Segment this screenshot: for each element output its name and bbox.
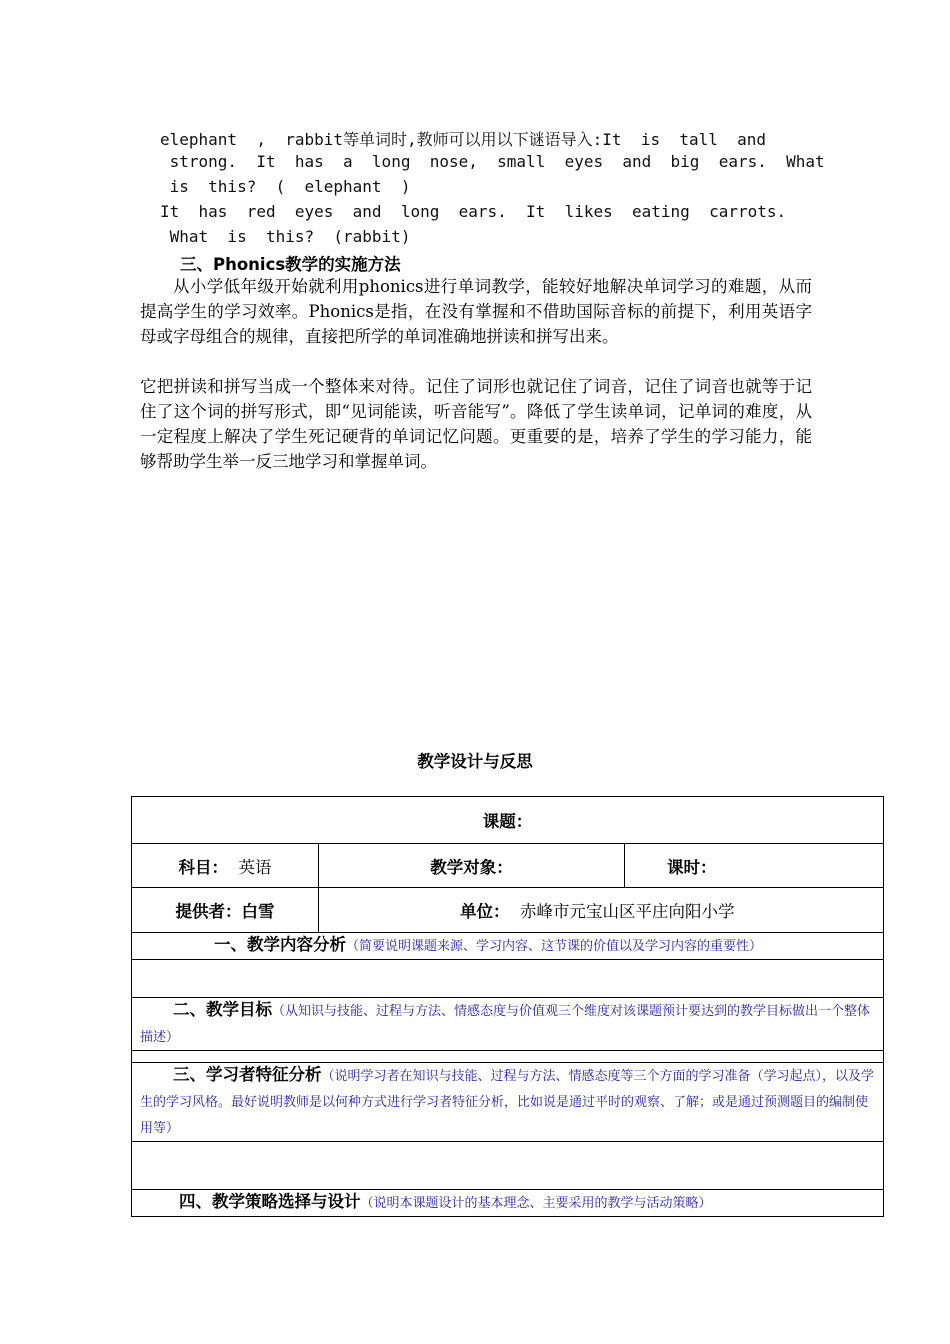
section-2-title: 二、教学目标 [173,1000,272,1019]
unit-cell [319,888,884,933]
hours-cell [625,844,884,888]
section-4-note: （说明本课题设计的基本理念、主要采用的教学与活动策略） [360,1196,712,1211]
audience-label: 教学对象： [430,857,513,877]
section-paragraph-2: 它把拼读和拼写当成一个整体来对待。记住了词形也就记住了词音，记住了词音也就等于记住了这个词的拼写形式，即“见词能读，听音能写”。降低了学生读单词，记单词的难度，从一定程度上解决了学生死记硬背的单词记忆问题。更重要的是，培养了学生的学习能力，能够帮助学生举一反三地学习和掌握单词。 [140,377,812,471]
section-3-title: 三、学习者特征分析 [173,1065,322,1084]
design-table [131,796,884,1217]
hours-label: 课时： [667,857,717,877]
section-2-content[interactable] [132,1051,884,1063]
subject-cell [132,844,319,888]
intro-line-4: It has red eyes and long ears. It likes eating carrots. [160,202,787,221]
section-2-cell [132,998,884,1051]
intro-line-1: elephant , rabbit等单词时,教师可以用以下谜语导入:It is tall and [160,130,767,149]
section-4-cell [132,1190,884,1217]
table-title: 教学设计与反思 [417,752,533,771]
topic-cell [132,797,884,844]
intro-line-2: strong. It has a long nose, small eyes and big ears. What [160,152,825,171]
audience-cell [319,844,625,888]
section-3-note: （说明学习者在知识与技能、过程与方法、情感态度等三个方面的学习准备（学习起点），以及学生的学习风格。最好说明教师是以何种方式进行学习者特征分析，比如说是通过平时的观察、了解；或是通过预测题目的编制使用等） [140,1069,875,1136]
section-1-title: 一、教学内容分析 [214,935,346,954]
section-3-cell [132,1063,884,1142]
section-1-cell [132,933,884,960]
section-heading: 三、Phonics教学的实施方法 [180,255,401,274]
section-2-note: （从知识与技能、过程与方法、情感态度与价值观三个维度对该课题预计要达到的教学目标做出一个整体描述） [140,1004,871,1045]
section-1-note: （简要说明课题来源、学习内容、这节课的价值以及学习内容的重要性） [346,939,763,954]
unit-value: 赤峰市元宝山区平庄向阳小学 [520,902,735,921]
provider-cell [132,888,319,933]
section-3-content[interactable] [132,1142,884,1190]
provider-value: 白雪 [241,902,275,921]
intro-line-5: What is this? (rabbit) [160,227,411,246]
subject-value: 英语 [238,857,272,877]
section-1-content[interactable] [132,960,884,998]
section-4-title: 四、教学策略选择与设计 [179,1192,361,1211]
topic-label: 课题： [482,812,533,831]
unit-label: 单位： [460,902,510,921]
section-paragraph-1: 从小学低年级开始就利用phonics进行单词教学，能较好地解决单词学习的难题，从而提高学生的学习效率。Phonics是指，在没有掌握和不借助国际音标的前提下，利用英语字母或字母组合的规律，直接把所学的单词准确地拼读和拼写出来。 [140,277,812,346]
subject-label: 科目： [178,857,228,877]
intro-line-3: is this? ( elephant ) [160,177,411,196]
provider-label: 提供者： [175,902,242,921]
